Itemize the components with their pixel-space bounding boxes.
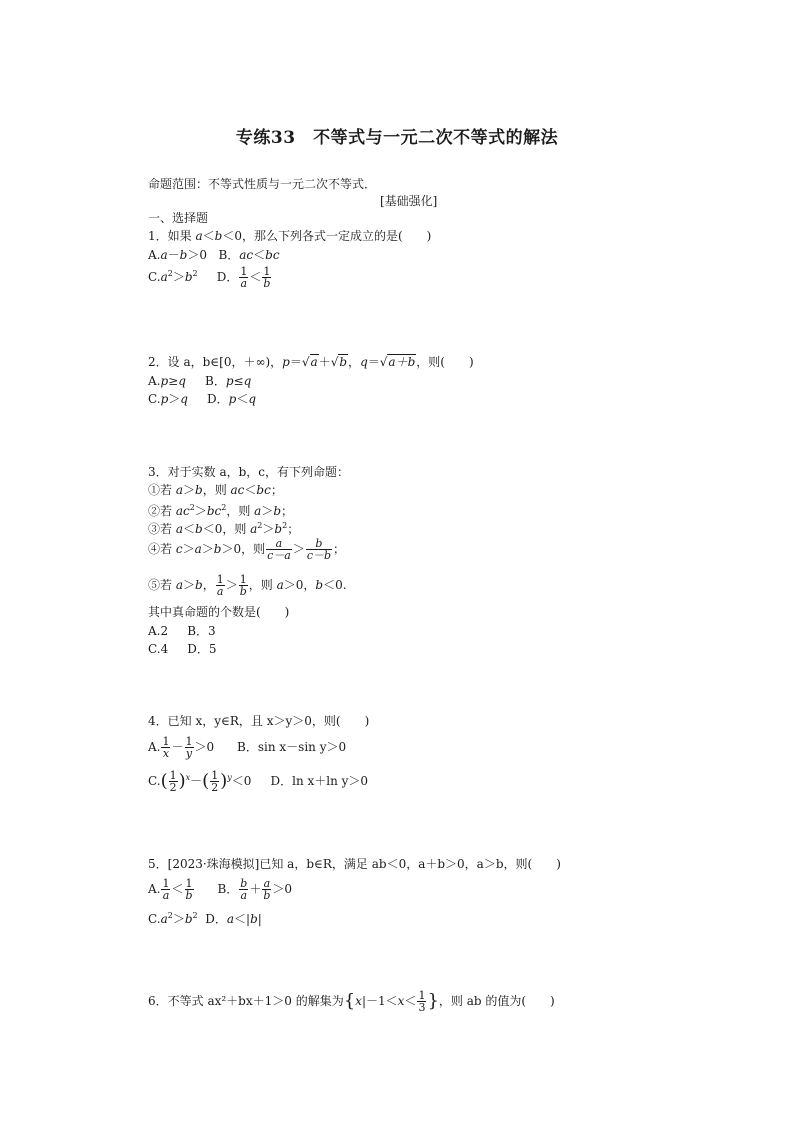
q3-statement-3: ③若 a＜b＜0，则 $a^2>b^2$； <box>148 521 300 536</box>
q2-options-cd <box>148 391 256 407</box>
q4-stem: 4．已知 x，y∈R，且 x＞y＞0，则( ) <box>148 714 370 728</box>
q1-options-ab <box>148 247 280 263</box>
q5-option-c[interactable]: $C.a^2>b^2$ <box>148 911 198 926</box>
q2-stem: 2．设 a，b∈[0，＋∞)，p＝√a＋√b，q＝√a＋b，则( ) <box>148 355 474 369</box>
q1-option-c[interactable]: $C.a^2>b^2$ <box>148 269 198 284</box>
q3-ask: 其中真命题的个数是( ) <box>148 605 290 619</box>
page-title: 专练33 不等式与一元二次不等式的解法 <box>235 128 559 148</box>
q4-option-a[interactable]: A. $\frac{1}{x}$ － $\frac{1}{y}$ ＞0 <box>148 735 215 760</box>
q3-statement-5: ⑤若 a＞b， $\frac{1}{a}$ ＞ $\frac{1}{b}$ ，则 a＞0，b＜0. <box>148 573 347 598</box>
q1-stem: 1．如果 a＜b＜0，那么下列各式一定成立的是( ) <box>148 229 432 243</box>
q3-statement-2: ②若 $ac^2>bc^2$，则 a＞b； <box>148 503 294 518</box>
section-tag: [基础强化] <box>380 194 438 208</box>
q5-option-d[interactable]: D．a＜|b| <box>205 912 262 926</box>
q2-option-b[interactable]: B．p≤q <box>205 374 252 388</box>
q3-statement-4: ④若 c＞a＞b＞0，则 $\frac{a}{c-a}$ ＞ $\frac{b}{c-b}$ ； <box>148 537 346 562</box>
q4-option-c[interactable]: C.( $\frac{1}{2}$ )$^x$－( $\frac{1}{2}$ )$^y$＜0 <box>148 769 252 794</box>
q3-statement-1: ①若 a＞b，则 ac＜bc； <box>148 483 283 497</box>
q5-options-ab <box>148 878 292 901</box>
q3-options-ab <box>148 623 216 639</box>
q3-stem: 3．对于实数 a，b，c，有下列命题： <box>148 465 350 479</box>
q3-option-b[interactable]: B．3 <box>187 624 216 638</box>
q2-option-c[interactable]: C.p＞q <box>148 392 188 406</box>
q5-options-cd <box>148 908 262 927</box>
q3-option-d[interactable]: D．5 <box>187 642 217 656</box>
q1-option-a[interactable]: A.a－b＞0 <box>148 248 207 262</box>
q5-option-b[interactable]: B． $\frac{b}{a}$ ＋ $\frac{a}{b}$ ＞0 <box>217 877 293 902</box>
q4-options-ab <box>148 736 346 759</box>
q3-option-a[interactable]: A.2 <box>148 624 169 638</box>
q6-stem: 6．不等式 ax²＋bx＋1＞0 的解集为{x|－1＜x＜ $\frac{1}{3}$ }，则 ab 的值为( ) <box>148 989 555 1014</box>
q5-stem: 5．[2023·珠海模拟]已知 a，b∈R，满足 ab＜0，a＋b＞0，a＞b，则( ) <box>148 857 561 871</box>
q1-option-b[interactable]: B．ac＜bc <box>218 248 280 262</box>
q1-options-cd <box>148 266 272 289</box>
q4-options-cd <box>148 770 368 793</box>
section-heading: 一、选择题 <box>148 211 209 225</box>
q4-option-b[interactable]: B．sin x－sin y＞0 <box>237 740 347 754</box>
q5-option-a[interactable]: A. $\frac{1}{a}$ ＜ $\frac{1}{b}$ <box>148 877 193 902</box>
q4-option-d[interactable]: D．ln x＋ln y＞0 <box>270 774 369 788</box>
q3-option-c[interactable]: C.4 <box>148 642 169 656</box>
q1-option-d[interactable]: D． $\frac{1}{a}$ ＜ $\frac{1}{b}$ <box>216 265 271 290</box>
q3-options-cd <box>148 641 217 657</box>
q2-options-ab <box>148 373 251 389</box>
q2-option-a[interactable]: A.p≥q <box>148 374 186 388</box>
scope-line: 命题范围：不等式性质与一元二次不等式． <box>148 177 377 191</box>
q2-option-d[interactable]: D．p＜q <box>207 392 257 406</box>
